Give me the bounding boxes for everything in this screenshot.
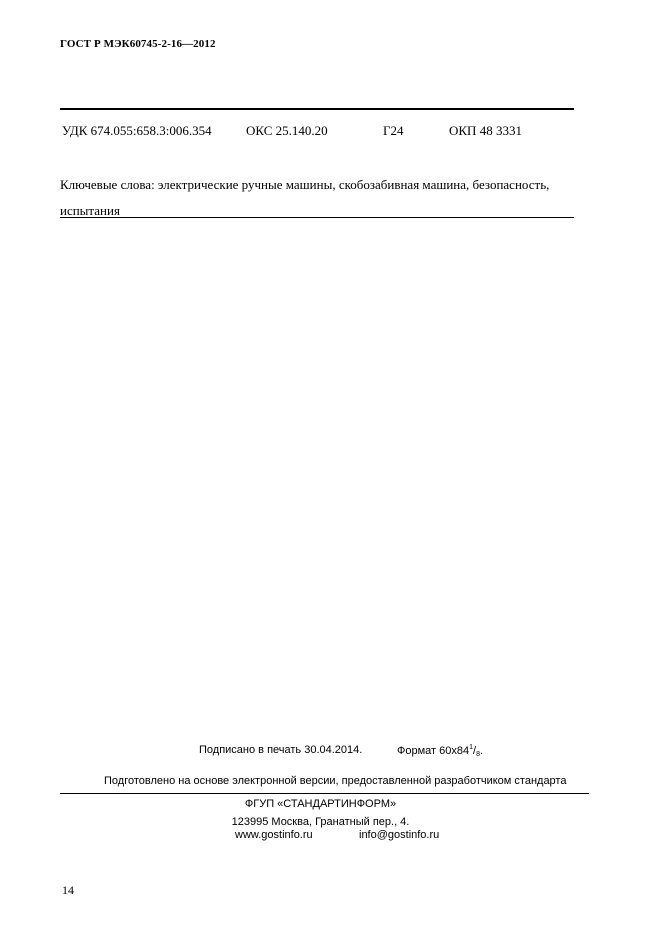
group-code: Г24 (383, 123, 404, 138)
website-link[interactable]: www.gostinfo.ru (235, 829, 313, 841)
publisher-address: 123995 Москва, Гранатный пер., 4. (231, 816, 410, 828)
keywords-rule (60, 217, 574, 218)
format-prefix: Формат 60x84 (397, 745, 470, 757)
page-number: 14 (62, 883, 74, 897)
top-rule (60, 108, 574, 110)
prepared-note: Подготовлено на основе электронной версии, предоставленной разработчиком стандарта (104, 775, 567, 787)
okp-code: ОКП 48 3331 (449, 123, 522, 138)
format-suffix: . (479, 745, 484, 757)
email-link[interactable]: info@gostinfo.ru (359, 829, 440, 841)
paper-format: Формат $60x84^1/_8$. (397, 744, 484, 758)
udk-code: УДК 674.055:658.3:006.354 (62, 123, 212, 138)
keywords-text: Ключевые слова: электрические ручные машины, скобозабивная машина, безопасность, испытания (60, 177, 550, 218)
standard-code-header: ГОСТ Р МЭК60745-2-16—2012 (60, 38, 216, 50)
oks-code: ОКС 25.140.20 (246, 123, 328, 138)
signed-date: Подписано в печать 30.04.2014. (199, 744, 363, 756)
publisher-name: ФГУП «СТАНДАРТИНФОРМ» (244, 798, 397, 810)
imprint-rule (60, 793, 589, 794)
format-denominator: 8 (476, 751, 480, 758)
format-numerator: 1 (469, 744, 474, 751)
